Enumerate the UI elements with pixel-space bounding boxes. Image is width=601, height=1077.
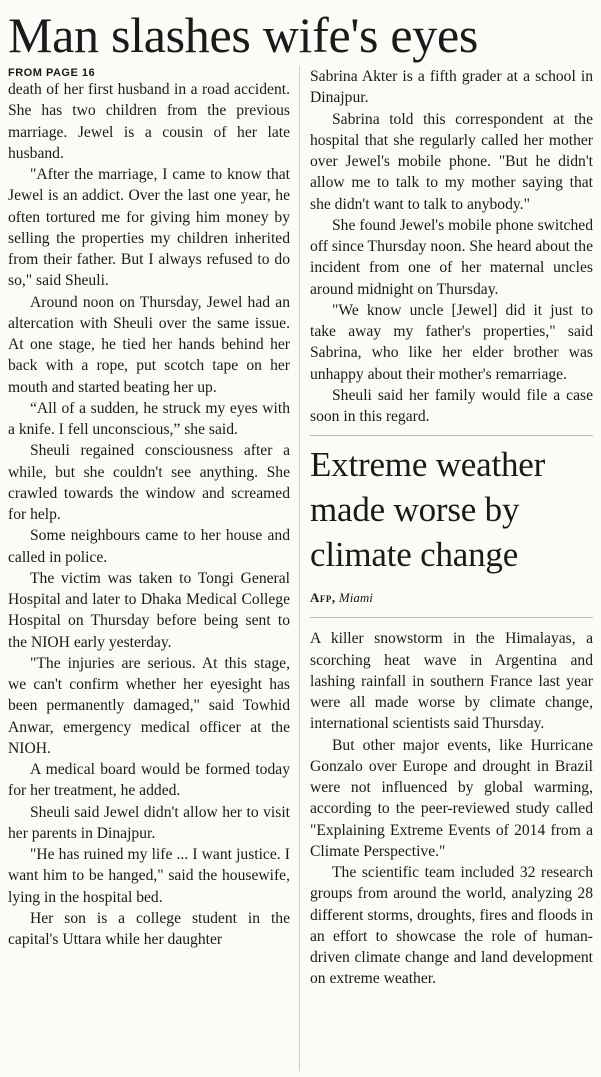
paragraph: death of her first husband in a road accident. She has two children from the previous marriage. Jewel is a cousin of her late husband. [8, 81, 290, 162]
continuation-label: FROM PAGE 16 [8, 67, 96, 79]
paragraph: The scientific team included 32 research groups from around the world, analyzing 28 different storms, droughts, fires and floods in an effort to showcase the role of human-driven climate change and land development on extreme weather. [310, 864, 593, 988]
paragraph: “All of a sudden, he struck my eyes with a knife. I fell unconscious,” she said. [8, 399, 290, 438]
paragraph: A medical board would be formed today for her treatment, he added. [8, 761, 290, 800]
paragraph: Sabrina told this correspondent at the hospital that she regularly called her mother over Jewel's mobile phone. "But he didn't allow me to talk to my mother saying that she didn't want to talk to anybody." [310, 110, 593, 213]
paragraph: "We know uncle [Jewel] did it just to take away my father's properties," said Sabrina, who like her elder brother was unhappy about their mother's remarriage. [310, 301, 593, 383]
paragraph: "After the marriage, I came to know that Jewel is an addict. Over the last one year, he often tortured me for giving him money by selling the properties my children inherited from their father. But I always refused to do so," said Sheuli. [8, 166, 290, 290]
paragraph: Sheuli said her family would file a case soon in this regard. [310, 386, 593, 425]
second-article-body [310, 628, 593, 989]
paragraph: Her son is a college student in the capital's Uttara while her daughter [8, 909, 290, 948]
paragraph: "He has ruined my life ... I want justice. I want him to be hanged," said the housewife, lying in the hospital bed. [8, 846, 290, 906]
paragraph: "The injuries are serious. At this stage, we can't confirm whether her eyesight has been permanently damaged," said Towhid Anwar, emergency medical officer at the NIOH. [8, 654, 290, 757]
byline [310, 589, 593, 618]
paragraph: But other major events, like Hurricane Gonzalo over Europe and drought in Brazil were not influenced by global warming, according to the peer-reviewed study called "Explaining Extreme Events of 2014 from a Climate Perspective." [310, 736, 593, 860]
paragraph: Sabrina Akter is a fifth grader at a school in Dinajpur. [310, 68, 593, 107]
article-headline: Man slashes wife's eyes [8, 7, 479, 63]
paragraph: Sheuli said Jewel didn't allow her to visit her parents in Dinajpur. [8, 803, 290, 842]
paragraph: The victim was taken to Tongi General Hospital and later to Dhaka Medical College Hospital on Thursday before being sent to the NIOH early yesterday. [8, 569, 290, 651]
article-separator [310, 435, 593, 436]
article-left-column [8, 66, 290, 950]
paragraph: She found Jewel's mobile phone switched off since Thursday noon. She heard about the incident from one of her maternal uncles around midnight on Thursday. [310, 216, 593, 298]
paragraph: Around noon on Thursday, Jewel had an altercation with Sheuli over the same issue. At one stage, he tied her hands behind her back with a rope, put scotch tape on her mouth and started beating her up. [8, 293, 290, 396]
paragraph: Some neighbours came to her house and called in police. [8, 527, 290, 566]
article-right-column [310, 66, 593, 990]
byline-place: Miami [338, 590, 373, 606]
second-article-headline: Extreme weather made worse by climate change [310, 445, 546, 575]
column-divider [299, 66, 300, 1071]
paragraph: A killer snowstorm in the Himalayas, a scorching heat wave in Argentina and lashing rainfall in southern France last year were all made worse by climate change, international scientists said Thursday. [310, 630, 593, 733]
byline-agency: Afp, [310, 590, 336, 606]
paragraph: Sheuli regained consciousness after a while, but she couldn't see anything. She crawled towards the window and screamed for help. [8, 442, 290, 523]
